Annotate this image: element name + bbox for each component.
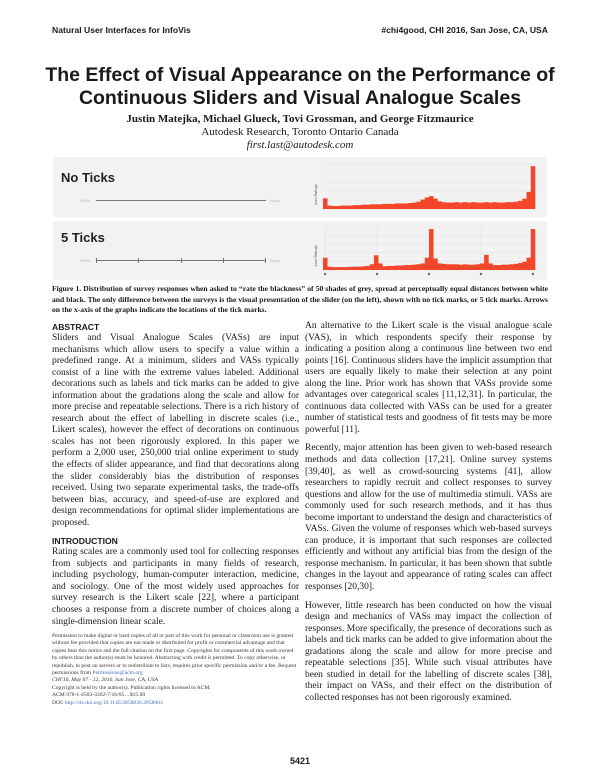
figure-caption: Figure 1. Distribution of survey responses when asked to “rate the blackness” of 50 shades of grey, spread at perceptually equal distances between white and black. The only difference between the surveys is the visual presentation of the slider (on the left), shown with no tick marks, or 5 tick marks. Arrows on the x-axis of the graphs indicate the locations of the tick marks. [52,284,548,314]
histogram-bar [446,203,451,209]
slider-tick [265,258,266,263]
histogram-bar [399,265,404,270]
histogram-bar [331,206,336,209]
histogram-bar [348,267,353,270]
histogram-bar [327,267,332,270]
slider-left-label: White [80,258,91,263]
histogram-bar [488,203,493,209]
abstract-heading: ABSTRACT [52,322,100,332]
histogram-bar [404,203,409,209]
histogram-bar [374,255,379,270]
histogram-bar [527,192,532,209]
histogram-bar [522,262,527,270]
histogram-bar [476,264,481,270]
figure-panel-no-ticks [53,157,547,217]
tick-arrow-marker [480,273,482,275]
histogram-bar [450,203,455,209]
slider-tick [181,258,182,263]
histogram-bar [387,266,392,270]
histogram-bar [531,229,536,270]
histogram-bar [442,202,447,209]
running-header-left: Natural User Interfaces for InfoVis [52,25,191,35]
figure-panel-5-ticks [53,221,547,280]
histogram-bar [344,267,349,270]
histogram-bar [416,202,421,209]
panel-title: 5 Ticks [61,230,105,245]
histogram-bar [480,203,485,209]
histogram-bar [382,204,387,209]
histogram-bar [391,204,396,209]
paper-title: The Effect of Visual Appearance on the Performance of Continuous Sliders and Visual Analogue Scales [45,64,555,109]
histogram-bar [374,204,379,209]
histogram-bar [433,199,438,209]
y-axis-label: Num Ratings [314,184,318,205]
histogram-bar [357,205,362,209]
histogram-bar [501,265,506,270]
histogram-bar [387,204,392,209]
histogram-bar [429,229,434,270]
histogram-bar [399,203,404,209]
body-paragraph: Recently, major attention has been given to web-based research methods and data collection [17,21]. Online survey systems [39,40], as well as crowd-sourcing systems [41], allow researchers to rapidly recruit and collect responses to survey questions and allow for the use of multimedia stimuli. VASs are commonly used for such research methods, and it has thus become important to understand the design and characteristics of VASs. Given the volume of responses which web-based surveys can produce, it is important that such responses are collected efficiently and without any artificial bias from the design of the response mechanism. In particular, it has been shown that subtle changes in the layout and appearance of rating scales can affect responses [20,30]. [305,443,552,593]
right-column [305,321,552,712]
author-email: first.last@autodesk.com [246,139,354,151]
slider-tick [96,258,97,263]
histogram-bar [395,265,400,270]
histogram-bar [353,267,358,270]
histogram-bar [412,265,417,270]
histogram-bar [370,204,375,209]
running-header-right: #chi4good, CHI 2016, San Jose, CA, USA [381,25,548,35]
introduction-heading: INTRODUCTION [52,536,118,547]
histogram-bar [382,266,387,270]
histogram-bar [421,263,426,270]
histogram-bar [378,263,383,270]
histogram-bar [493,265,498,270]
histogram-bar [416,264,421,270]
histogram-bar [437,201,442,209]
histogram-bar [510,264,515,270]
histogram-bar [421,200,426,209]
histogram-bar [484,202,489,209]
histogram-no-ticks [311,161,541,213]
left-column [52,322,299,635]
histogram-bar [454,202,459,209]
histogram-bar [412,203,417,209]
histogram-bar [336,267,341,270]
histogram-bar [361,266,366,270]
histogram-bar [340,267,345,270]
authors: Justin Matejka, Michael Glueck, Tovi Grossman, and George Fitzmaurice [126,113,474,125]
histogram-bar [480,263,485,270]
histogram-bar [497,265,502,270]
histogram-bar [357,267,362,270]
histogram-bar [518,201,523,209]
histogram-bar [408,265,413,270]
histogram-bar [348,206,353,209]
histogram-bar [471,265,476,270]
histogram-bar [395,203,400,209]
histogram-bar [493,202,498,209]
histogram-bar [361,205,366,209]
histogram-bar [505,265,510,270]
body-paragraph: An alternative to the Likert scale is the visual analogue scale (VAS), in which respondents specify their response by indicating a position along a continuous line between two end points [16]. Continuous sliders have the implicit assumption that users are equally likely to make their selection at any point along the line. Prior work has shown that VASs provide some advantages over categorical scales [11,12,31]. In particular, the continuous data collected with VASs can be used for a greater number of statistical tests and goodness of fit tests may be more powerful [11]. [305,321,552,435]
histogram-bar [522,199,527,209]
conference-info: CHI'16, May 07 - 12, 2016, San Jose, CA, USA [52,677,158,684]
histogram-bar [391,266,396,270]
histogram-bar [484,255,489,270]
histogram-bar [323,258,328,270]
histogram-bar [327,206,332,209]
histogram-bar [501,203,506,209]
affiliation: Autodesk Research, Toronto Ontario Canada [201,126,399,138]
histogram-bar [527,258,532,270]
acm-isbn: ACM 978-1-4503-3362-7/16/05…$15.00 [52,692,146,699]
slider-track [96,200,266,201]
histogram-bar [488,263,493,270]
histogram-bar [463,202,468,209]
histogram-bar [442,264,447,270]
histogram-bar [454,264,459,270]
doi-label: DOI: [52,699,64,706]
histogram-bar [459,265,464,270]
histogram-bar [344,206,349,209]
histogram-bar [467,203,472,209]
abstract-text: Sliders and Visual Analogue Scales (VASs) are input mechanisms which allow users to specify a value within a predefined range. At a minimum, sliders and VASs typically consist of a line with the extreme values labeled. Additional decorations such as labels and tick marks can be added to give information about the gradations along the scale and allow for more precise and repeatable selections. There is a rich history of research about the effect of labelling in discrete scales (i.e., Likert scales), however the effect of decorations on continuous scales has not been rigorously explored. In this paper we perform a 2,000 user, 250,000 trial online experiment to study the effects of slider appearance, and find that decorations along the slider considerably bias the distribution of responses received. Using two separate experimental tasks, the trade-offs between bias, accuracy, and speed-of-use are explored and design recommendations for optimal slider implementations are proposed. [52,333,299,528]
doi-link[interactable]: http://dx.doi.org/10.1145/2858036.2858063 [64,699,163,706]
copyright-footnote [52,633,299,707]
slider-tick [138,258,139,263]
tick-arrow-marker [532,273,534,275]
histogram-bar [365,205,370,209]
histogram-bar [471,202,476,209]
histogram-bar [446,264,451,270]
page-number: 5421 [289,756,311,766]
histogram-bar [463,264,468,270]
histogram-bar [467,265,472,270]
histogram-bar [514,264,519,270]
histogram-bar [450,264,455,270]
histogram-bar [323,198,328,209]
permissions-email-link[interactable]: Permissions@acm.org [92,670,143,677]
histogram-bar [365,266,370,270]
copyright-text: Copyright is held by the author(s). Publication rights licensed to ACM. [52,684,211,691]
histogram-bar [518,263,523,270]
histogram-bar [514,202,519,209]
histogram-bar [433,259,438,270]
histogram-bar [370,264,375,270]
histogram-bar [429,196,434,209]
histogram-bar [378,204,383,209]
permission-text: Permission to make digital or hard copies of all or part of this work for personal or classroom use is granted without fee provided that copies are not made or distributed for profit or commercial advantage and that copies bear this notice and the full citation on the first page. Copyrights for components of this work owned by others than the author(s) must be honored. Abstracting with credit is permitted. To copy otherwise, or republish, to post on servers or to redistribute to lists, requires prior specific permission and/or a fee. Request permissions from [52,633,297,677]
slider-tick [223,258,224,263]
histogram-bar [331,267,336,270]
panel-title: No Ticks [61,170,115,185]
histogram-bar [336,206,341,209]
tick-arrow-marker [376,273,378,275]
histogram-bar [425,258,430,270]
histogram-bar [497,203,502,209]
histogram-bar [437,263,442,270]
histogram-bar [404,265,409,270]
slider-right-label: Black [270,198,280,203]
histogram-bar [340,206,345,209]
histogram-bar [353,205,358,209]
body-paragraph: However, little research has been conducted on how the visual design and mechanics of VASs may impact the collection of responses. More specifically, the presence of decorations such as labels and tick marks can be added to give information about the gradations along the scale and allow for more precise and repeatable selections [35]. While such visual attributes have been studied in detail for the labelling of discrete scales [38], their impact on VASs, and their effect on the distribution of collected responses has not been rigorously examined. [305,600,552,703]
slider-left-label: White [80,198,91,203]
histogram-bar [531,166,536,209]
y-axis-label: Num Ratings [314,245,318,266]
histogram-5-ticks [311,224,541,278]
histogram-bar [510,202,515,209]
tick-arrow-marker [428,273,430,275]
histogram-bar [408,203,413,209]
histogram-bar [476,203,481,209]
introduction-text: Rating scales are a commonly used tool for collecting responses from subjects and participants in many fields of research, including psychology, human-computer interaction, medicine, and sociology. One of the most widely used approaches for survey research is the Likert scale [22], where a participant chooses a response from a discrete number of choices along a single-dimension linear scale. [52,547,299,627]
histogram-bar [459,203,464,209]
slider-right-label: Black [270,258,280,263]
histogram-bar [425,197,430,209]
histogram-bar [505,202,510,209]
tick-arrow-marker [324,273,326,275]
